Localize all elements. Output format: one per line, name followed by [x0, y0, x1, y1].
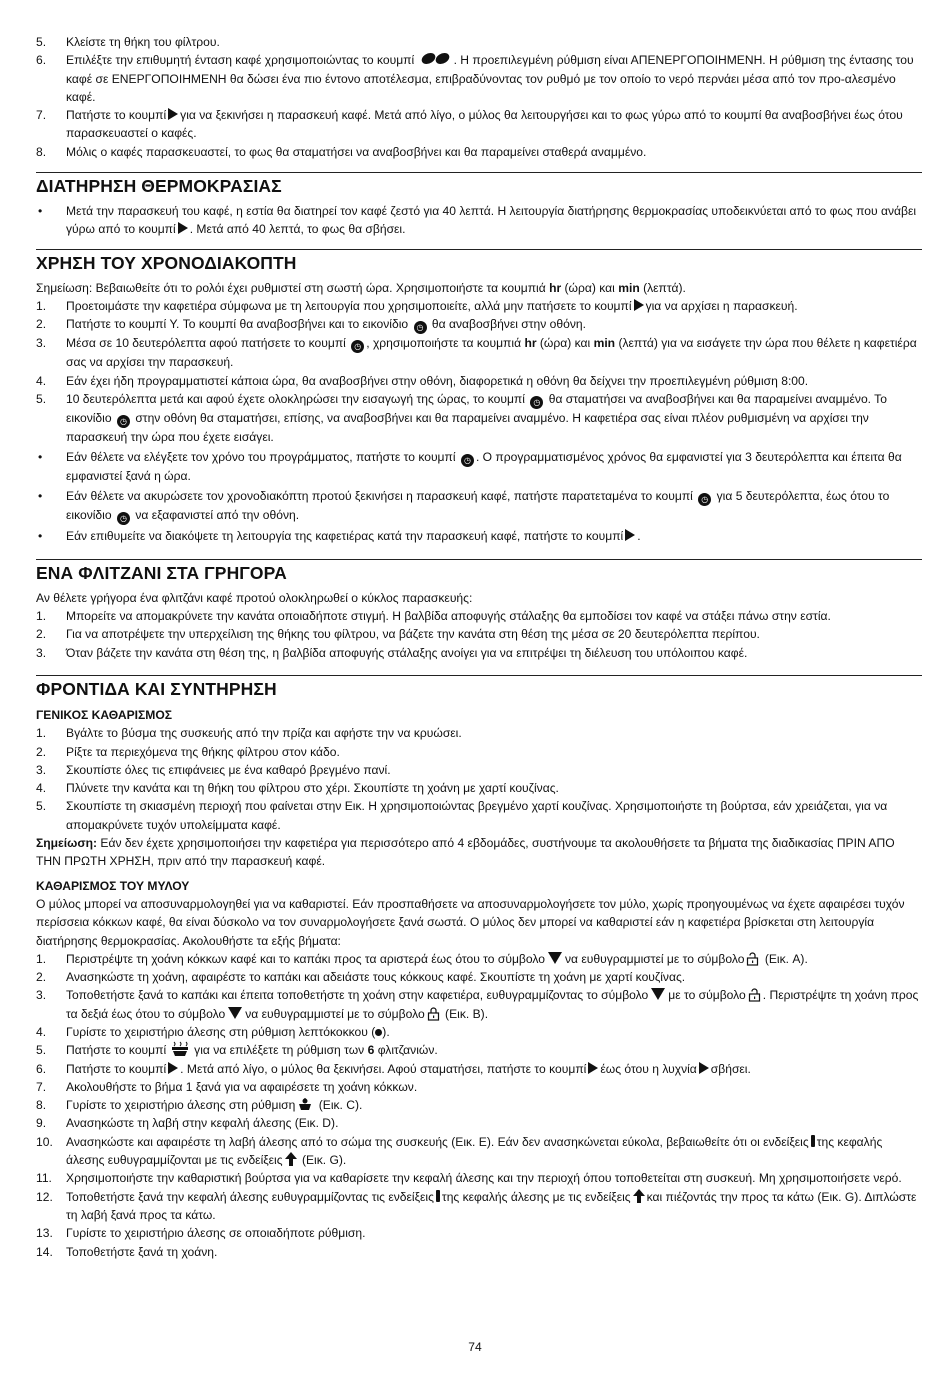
play-icon	[168, 1062, 178, 1074]
list-item: 7. Ακολουθήστε το βήμα 1 ξανά για να αφαιρέσετε τη χοάνη κόκκων.	[36, 1079, 418, 1094]
cups-icon	[169, 1041, 191, 1057]
play-icon	[634, 299, 644, 311]
timer-icon: ◷	[117, 415, 130, 428]
list-item: 9. Ανασηκώστε τη λαβή στην κεφαλή άλεσης (Εικ. D).	[36, 1116, 339, 1131]
list-item: 1. Μπορείτε να απομακρύνετε την κανάτα οποιαδήποτε στιγμή. Η βαλβίδα αποφυγής στάλαξης θα εμποδίσει τον καφέ να στάξει πάνω στην εστία.	[36, 609, 831, 624]
section-timer	[36, 249, 922, 546]
list-item: 6. Επιλέξτε την επιθυμητή ένταση καφέ χρησιμοποιώντας το κουμπί . Η προεπιλεγμένη ρύθμιση είναι ΑΠΕΝΕΡΓΟΠΟΙΗΜΕΝΗ. Η ρύθμιση της έντασης του καφέ σε ΕΝΕΡΓΟΠΟΙΗΜΕΝΗ θα δώσει ένα πιο έντονο αποτέλεσμα, επιβραδύνοντας τον ρυθμό με τον οποίο το νερό περνάει μέσα από τον προ-αλεσμένο καφέ.	[36, 53, 914, 104]
section-keep-warm	[36, 172, 922, 239]
list-item: 11. Χρησιμοποιήστε την καθαριστική βούρτσα για να καθαρίσετε την κεφαλή άλεσης και την περιοχή όπου τοποθετείται στη συσκευή. Μη χρησιμοποιήσετε νερό.	[36, 1171, 902, 1186]
play-icon	[588, 1062, 598, 1074]
list-item: 2. Ρίξτε τα περιεχόμενα της θήκης φίλτρου στον κάδο.	[36, 744, 340, 759]
play-icon	[625, 529, 635, 541]
list-item: 1. Βγάλτε το βύσμα της συσκευής από την πρίζα και αφήστε την να κρυώσει.	[36, 726, 462, 741]
up-arrow-icon	[633, 1189, 645, 1203]
play-icon	[699, 1062, 709, 1074]
timer-icon: ◷	[530, 396, 543, 409]
down-triangle-icon	[228, 1007, 242, 1019]
list-item: 3. Τοποθετήστε ξανά το καπάκι και έπειτα τοποθετήστε τη χοάνη στην καφετιέρα, ευθυγραμμίζοντας το σύμβολο με το σύμβολο . Περιστρέψτε τη χοάνη προς τα δεξιά έως ότου το σύμβολο να ευθυγραμμιστεί με το σύμβολο (Εικ. B).	[36, 988, 919, 1021]
timer-note: Σημείωση: Βεβαιωθείτε ότι το ρολόι έχει ρυθμιστεί στη σωστή ώρα. Χρησιμοποιήστε τα κουμπιά hr (ώρα) και min (λεπτά).	[36, 280, 686, 295]
page-number: 74	[468, 1340, 482, 1354]
list-item: • Εάν επιθυμείτε να διακόψετε τη λειτουργία της καφετιέρας κατά την παρασκευή καφέ, πατήστε το κουμπί .	[38, 529, 641, 544]
alignment-mark-icon	[436, 1190, 440, 1202]
timer-icon: ◷	[351, 340, 364, 353]
coarse-grind-icon	[297, 1097, 313, 1111]
list-item: 8. Γυρίστε το χειριστήριο άλεσης στη ρύθμιση (Εικ. C).	[36, 1098, 363, 1113]
list-item: 3. Όταν βάζετε την κανάτα στη θέση της, η βαλβίδα αποφυγής στάλαξης ανοίγει για να επιτρέψει τη διέλευση του υπόλοιπου καφέ.	[36, 645, 748, 660]
subsection-title: ΚΑΘΑΡΙΣΜΟΣ ΤΟΥ ΜΥΛΟΥ	[36, 878, 190, 893]
list-item: 6. Πατήστε το κουμπί . Μετά από λίγο, ο μύλος θα ξεκινήσει. Αφού σταματήσει, πατήστε το κουμπί έως ότου η λυχνία σβήσει.	[36, 1061, 751, 1076]
list-item: 5. 10 δευτερόλεπτα μετά και αφού έχετε ολοκληρώσει την εισαγωγή της ώρας, το κουμπί ◷ θα σταματήσει να αναβοσβήνει και θα παραμείνει αναμμένο. Το εικονίδιο ◷ στην οθόνη θα σταματήσει, επίσης, να αναβοσβήνει και θα παραμείνει αναμμένο. Η καφετιέρα σας είναι πλέον ρυθμισμένη να αρχίσει την παρασκευή την ώρα που έχετε εισάγει.	[36, 391, 887, 444]
list-item: 1. Προετοιμάστε την καφετιέρα σύμφωνα με τη λειτουργία που χρησιμοποιείτε, αλλά μην πατήσετε το κουμπί για να αρχίσει η παρασκευή.	[36, 298, 798, 313]
list-item: 2. Για να αποτρέψετε την υπερχείλιση της θήκης του φίλτρου, να βάζετε την κανάτα στη θέση της μέσα σε 20 δευτερόλεπτα περίπου.	[36, 627, 760, 642]
list-item: 8. Μόλις ο καφές παρασκευαστεί, το φως θα σταματήσει να αναβοσβήνει και θα παραμείνει σταθερά αναμμένο.	[36, 144, 647, 159]
play-icon	[178, 222, 188, 234]
timer-icon: ◷	[698, 493, 711, 506]
section-title: ΕΝΑ ΦΛΙΤΖΑΝΙ ΣΤΑ ΓΡΗΓΟΡΑ	[36, 562, 287, 583]
list-item: • Εάν θέλετε να ελέγξετε τον χρόνο του προγράμματος, πατήστε το κουμπί ◷ . Ο προγραμματισμένος χρόνος θα εμφανιστεί για 3 δευτερόλεπτα και έπειτα θα εμφανιστεί ξανά η ώρα.	[38, 450, 902, 484]
manual-page	[36, 33, 922, 1261]
list-item: 3. Σκουπίστε όλες τις επιφάνειες με ένα καθαρό βρεγμένο πανί.	[36, 762, 391, 777]
list-item: 5. Πατήστε το κουμπί για να επιλέξετε τη ρύθμιση των 6 φλιτζανιών.	[36, 1043, 438, 1058]
list-item: 4. Εάν έχει ήδη προγραμματιστεί κάποια ώρα, θα αναβοσβήνει στην οθόνη, διαφορετικά η οθόνη θα δείχνει την προεπιλεγμένη ρύθμιση 8:00.	[36, 373, 809, 388]
list-item: • Εάν θέλετε να ακυρώσετε τον χρονοδιακόπτη προτού ξεκινήσει η παρασκευή καφέ, πατήστε παρατεταμένα το κουμπί ◷ για 5 δευτερόλεπτα, έως ότου το εικονίδιο ◷ να εξαφανιστεί από την οθόνη.	[38, 489, 890, 524]
list-item: 7. Πατήστε το κουμπί για να ξεκινήσει η παρασκευή καφέ. Μετά από λίγο, ο μύλος θα λειτουργήσει και το φως γύρω από το κουμπί θα αναβοσβήνει έως ότου παρασκευαστεί ο καφές.	[36, 108, 903, 141]
section-title: ΦΡΟΝΤΙΔΑ ΚΑΙ ΣΥΝΤΗΡΗΣΗ	[36, 678, 277, 699]
care-note: Σημείωση: Εάν δεν έχετε χρησιμοποιήσει την καφετιέρα για περισσότερο από 4 εβδομάδες, συστήνουμε τα ακολουθήσετε τα βήματα της διαδικασίας ΠΡΙΝ ΑΠΟ ΤΗΝ ΠΡΩΤΗ ΧΡΗΣΗ, πριν από την παρασκευή καφέ.	[36, 836, 895, 869]
list-item: 2. Πατήστε το κουμπί Y. Το κουμπί θα αναβοσβήνει και το εικονίδιο ◷ θα αναβοσβήνει στην οθόνη.	[36, 317, 586, 333]
list-item: 1. Περιστρέψτε τη χοάνη κόκκων καφέ και το καπάκι προς τα αριστερά έως ότου το σύμβολο να ευθυγραμμιστεί με το σύμβολο (Εικ. A).	[36, 951, 808, 966]
lock-icon	[427, 1007, 440, 1021]
unlock-icon	[748, 988, 761, 1002]
timer-icon: ◷	[414, 321, 427, 334]
list-item: 12. Τοποθετήστε ξανά την κεφαλή άλεσης ευθυγραμμίζοντας τις ενδείξεις της κεφαλής άλεσης με τις ενδείξεις και πιέζοντάς την προς τα κάτω (Εικ. G). Διπλώστε τη λαβή ξανά προς τα κάτω.	[36, 1189, 917, 1222]
list-item: 5. Σκουπίστε τη σκιασμένη περιοχή που φαίνεται στην Εικ. Η χρησιμοποιώντας βρεγμένο χαρτί κουζίνας. Χρησιμοποιήστε τη βούρτσα, εάν χρειάζεται, για να απομακρύνετε τυχόν υπολείμματα καφέ.	[36, 799, 888, 832]
section-title: ΔΙΑΤΗΡΗΣΗ ΘΕΡΜΟΚΡΑΣΙΑΣ	[36, 176, 282, 197]
down-triangle-icon	[548, 952, 562, 964]
section-care: ΦΡΟΝΤΙΔΑ ΚΑΙ ΣΥΝΤΗΡΗΣΗ ΓΕΝΙΚΟΣ ΚΑΘΑΡΙΣΜΟΣ 1. Βγάλτε το βύσμα της συσκευής από την πρίζα και αφήστε την να κρυώσει. 2. Ρίξτε τα περιεχόμενα της θήκης φίλτρου στον κάδο. 3. Σκουπίστε όλες τις επιφάνειες με ένα καθαρό βρεγμένο πανί. 4. Πλύνετε την κανάτα και τη θήκη του φίλτρου στο χέρι. Σκουπίστε τη χοάνη με χαρτί κουζίνας. 5. Σκουπίστε τη σκιασμένη περιοχή που φαίνεται στην Εικ. Η χρησιμοποιώντας βρεγμένο χαρτί κουζίνας. Χρησιμοποιήστε τη βούρτσα, εάν χρειάζεται, για να απομακρύνετε τυχόν υπολείμματα καφέ. Σημείωση: Εάν δεν έχετε χρησιμοποιήσει την καφετιέρα για περισσότερο από 4 εβδομάδες, συστήνουμε τα ακολουθήσετε τα βήματα της διαδικασίας ΠΡΙΝ ΑΠΟ ΤΗΝ ΠΡΩΤΗ ΧΡΗΣΗ, πριν από την παρασκευή καφέ. ΚΑΘΑΡΙΣΜΟΣ ΤΟΥ ΜΥΛΟΥ Ο μύλος μπορεί να αποσυναρμολογηθεί για να καθαριστεί. Εάν προσπαθήσετε να αποσυναρμολογήσετε τον μύλο, χωρίς προηγουμένως να έχετε αφαιρέσει τυχόν περίσσεια κόκκων καφέ, θα είναι δύσκολο να τον συναρμολογήσετε ξανά σωστά. Ο μύλος δεν μπορεί να καθαριστεί εάν η καφετιέρα βρίσκεται στη λειτουργία διατήρησης θερμοκρασίας. Ακολουθήστε τα εξής βήματα: 1. Περιστρέψτε τη χοάνη κόκκων καφέ και το καπάκι προς τα αριστερά έως ότου το σύμβολο να ευθυγραμμιστεί με το σύμβολο (Εικ. A). 2. Ανασηκώστε τη χοάνη, αφαιρέστε το καπάκι και αδειάστε τους κόκκους καφέ. Σκουπίστε τη χοάνη με χαρτί κουζίνας. 3. Τοποθετήστε ξανά το καπάκι και έπειτα τοποθετήστε τη χοάνη στην καφετιέρα, ευθυγραμμίζοντας το σύμβολο με το σύμβολο . Περιστρέψτε τη χοάνη προς τα δεξιά έως ότου το σύμβολο να ευθυγραμμιστεί με το σύμβολο (Εικ. B). 4. Γυρίστε το χειριστήριο άλεσης στη ρύθμιση λεπτόκοκκου ( ). 5. Πατήστε το κουμπί για να επιλέξετε τη ρύθμιση των 6 φλιτζανιών. 6. Πατήστε το κουμπί . Μετά από λίγο, ο μύλος θα ξεκινήσει. Αφού σταματήσει, πατήστε το κουμπί έως ότου η λυχνία σβήσει. 7. Ακολουθήστε το βήμα 1 ξανά για να αφαιρέσετε τη χοάνη κόκκων. 8. Γυρίστε το χειριστήριο άλεσης στη ρύθμιση (Εικ. C). 9. Ανασηκώστε τη λαβή στην κεφαλή άλεσης (Εικ. D). 10. Ανασηκώστε και αφαιρέστε τη λαβή άλεσης από το σώμα της συσκευής (Εικ. E). Εάν δεν ανασηκώνεται εύκολα, βεβαιωθείτε ότι οι ενδείξεις της κεφαλής άλεσης ευθυγραμμίζονται με τις ενδείξεις (Εικ. G). 11. Χρησιμοποιήστε την καθαριστική βούρτσα για να καθαρίσετε την κεφαλή άλεσης και την περιοχή όπου τοποθετείται στη συσκευή. Μη χρησιμοποιήσετε νερό. 12. Τοποθετήστε ξανά την κεφαλή άλεσης ευθυγραμμίζοντας τις ενδείξεις της κεφαλής άλεσης με τις ενδείξεις και πιέζοντάς την προς τα κάτω (Εικ. G). Διπλώστε τη λαβή ξανά προς τα κάτω. 13. Γυρίστε το χειριστήριο άλεσης σε οποιαδήποτε ρύθμιση. 14. Τοποθετήστε ξανά τη χοάνη.	[36, 675, 922, 1261]
list-item: 13. Γυρίστε το χειριστήριο άλεσης σε οποιαδήποτε ρύθμιση.	[36, 1226, 366, 1241]
list-item: • Μετά την παρασκευή του καφέ, η εστία θα διατηρεί τον καφέ ζεστό για 40 λεπτά. Η λειτουργία διατήρησης θερμοκρασίας υποδεικνύεται από το φως που ανάβει γύρω από το κουμπί . Μετά από 40 λεπτά, το φως θα σβήσει.	[38, 204, 917, 237]
list-item: 4. Γυρίστε το χειριστήριο άλεσης στη ρύθμιση λεπτόκοκκου ( ).	[36, 1024, 390, 1039]
timer-icon: ◷	[461, 454, 474, 467]
alignment-mark-icon	[811, 1135, 815, 1147]
list-item: 4. Πλύνετε την κανάτα και τη θήκη του φίλτρου στο χέρι. Σκουπίστε τη χοάνη με χαρτί κουζίνας.	[36, 781, 559, 796]
down-triangle-icon	[651, 988, 665, 1000]
subsection-title: ΓΕΝΙΚΟΣ ΚΑΘΑΡΙΣΜΟΣ	[36, 707, 173, 722]
coffee-beans-icon	[421, 53, 451, 65]
list-item: 10. Ανασηκώστε και αφαιρέστε τη λαβή άλεσης από το σώμα της συσκευής (Εικ. E). Εάν δεν ανασηκώνεται εύκολα, βεβαιωθείτε ότι οι ενδείξεις της κεφαλής άλεσης ευθυγραμμίζονται με τις ενδείξεις (Εικ. G).	[36, 1134, 883, 1168]
timer-icon: ◷	[117, 512, 130, 525]
list-item: 5. Κλείστε τη θήκη του φίλτρου.	[36, 35, 220, 49]
list-item: 3. Μέσα σε 10 δευτερόλεπτα αφού πατήσετε το κουμπί ◷ , χρησιμοποιήστε τα κουμπιά hr (ώρα) και min (λεπτά) για να εισάγετε την ώρα που θέλετε η καφετιέρα σας να αρχίσει την παρασκευή.	[36, 336, 917, 370]
section-title: ΧΡΗΣΗ ΤΟΥ ΧΡΟΝΟΔΙΑΚΟΠΤΗ	[36, 252, 297, 273]
list-item: 2. Ανασηκώστε τη χοάνη, αφαιρέστε το καπάκι και αδειάστε τους κόκκους καφέ. Σκουπίστε τη χοάνη με χαρτί κουζίνας.	[36, 970, 686, 985]
play-icon	[168, 108, 178, 120]
unlock-icon	[746, 952, 759, 966]
list-item: 14. Τοποθετήστε ξανά τη χοάνη.	[36, 1244, 218, 1259]
up-arrow-icon	[285, 1152, 297, 1166]
section-quick-cup: ΕΝΑ ΦΛΙΤΖΑΝΙ ΣΤΑ ΓΡΗΓΟΡΑ Αν θέλετε γρήγορα ένα φλιτζάνι καφέ προτού ολοκληρωθεί ο κύκλος παρασκευής: 1. Μπορείτε να απομακρύνετε την κανάτα οποιαδήποτε στιγμή. Η βαλβίδα αποφυγής στάλαξης θα εμποδίσει τον καφέ να στάξει πάνω στην εστία. 2. Για να αποτρέψετε την υπερχείλιση της θήκης του φίλτρου, να βάζετε την κανάτα στη θέση της μέσα σε 20 δευτερόλεπτα περίπου. 3. Όταν βάζετε την κανάτα στη θέση της, η βαλβίδα αποφυγής στάλαξης ανοίγει για να επιτρέψει τη διέλευση του υπόλοιπου καφέ.	[36, 559, 922, 662]
